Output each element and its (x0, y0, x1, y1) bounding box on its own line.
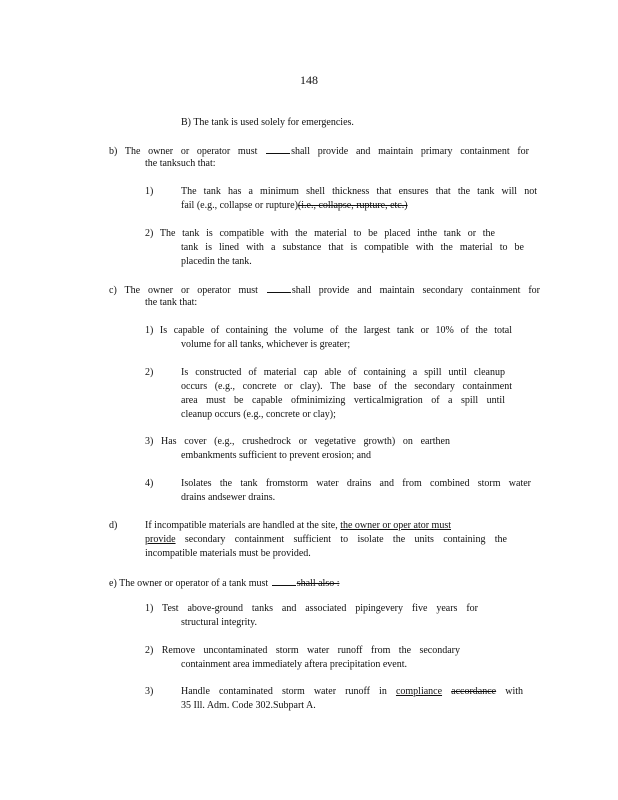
section-b-line-2: the tanksuch that: (145, 158, 216, 169)
item-c2-line-2: occurs (e.g., concrete or clay). The base of the secondary containment (181, 381, 512, 392)
section-d-number: d) (109, 520, 118, 531)
blank-line (272, 576, 296, 586)
item-c4-line-1: Isolates the tank fromstorm water drains and from combined storm water (181, 478, 531, 489)
item-b2-line-1: 2) The tank is compatible with the material to be placed inthe tank or the (145, 228, 495, 239)
item-e2-line-1: 2) Remove uncontaminated storm water runoff from the secondary (145, 645, 460, 656)
section-b-line-1: b) The owner or operator must shall provide and maintain primary containment for (109, 146, 530, 157)
item-c1-line-1: 1) Is capable of containing the volume of the largest tank or 10% of the total (145, 325, 512, 336)
item-b1-line-2: fail (e.g., collapse or rupture)(i.e., collapse, rupture, etc.) (181, 200, 408, 211)
item-b1-number: 1) (145, 186, 154, 197)
struck-text: (i.e., collapse, rupture, etc.) (297, 200, 408, 211)
section-d-line-2: provide secondary containment sufficient to isolate the units containing the (145, 534, 507, 545)
item-b2-line-3: placedin the tank. (181, 256, 252, 267)
item-b1-line-1: The tank has a minimum shell thickness that ensures that the tank will not (181, 186, 537, 197)
item-e3-number: 3) (145, 686, 154, 697)
item-c4-line-2: drains andsewer drains. (181, 492, 276, 503)
section-c-line-1: c) The owner or operator must shall provide and maintain secondary containment for (109, 285, 541, 296)
item-c2-number: 2) (145, 367, 154, 378)
item-c2-line-1: Is constructed of material cap able of containing a spill until cleanup (181, 367, 505, 378)
section-c-line-2: the tank that: (145, 297, 198, 308)
item-e1-line-2: structural integrity. (181, 617, 257, 628)
item-e3-line-1: Handle contaminated storm water runoff in compliance accordance with (181, 686, 524, 697)
blank-line (267, 283, 291, 293)
item-e3-line-2: 35 Ill. Adm. Code 302.Subpart A. (181, 700, 316, 711)
item-c4-number: 4) (145, 478, 154, 489)
blank-line (266, 144, 290, 154)
item-c3-line-1: 3) Has cover (e.g., crushedrock or vegetative growth) on earthen (145, 436, 450, 447)
page-number: 148 (300, 73, 318, 87)
item-e2-line-2: containment area immediately aftera precipitation event. (181, 659, 408, 670)
underlined-text: compliance (395, 686, 443, 697)
item-c3-line-2: embankments sufficient to prevent erosion; and (181, 450, 372, 461)
struck-text: accordance (451, 686, 497, 697)
section-d-line-3: incompatible materials must be provided. (145, 548, 311, 559)
underlined-text: the owner or oper ator must (340, 520, 452, 531)
struck-text: shall also : (296, 578, 340, 589)
item-e1-line-1: 1) Test above-ground tanks and associated pipingevery five years for (145, 603, 478, 614)
item-a-B: B) The tank is used solely for emergencies. (181, 117, 354, 128)
underlined-text: provide (145, 534, 176, 545)
item-b2-line-2: tank is lined with a substance that is compatible with the material to be (181, 242, 524, 253)
section-d-line-1: If incompatible materials are handled at the site, the owner or oper ator must (145, 520, 452, 531)
section-e-line-1: e) The owner or operator of a tank must shall also : (109, 578, 340, 589)
item-c2-line-3: area must be capable ofminimizing verticalmigration of a spill until (181, 395, 505, 406)
item-c1-line-2: volume for all tanks, whichever is greater; (181, 339, 351, 350)
item-c2-line-4: cleanup occurs (e.g., concrete or clay); (181, 409, 336, 420)
